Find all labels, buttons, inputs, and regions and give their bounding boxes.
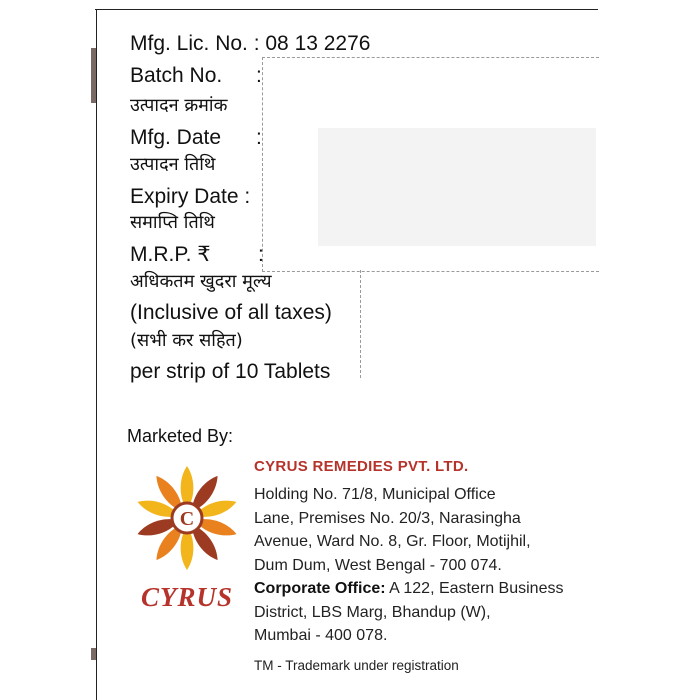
mrp-label-hindi: अधिकतम खुदरा मूल्य	[130, 271, 272, 292]
address-line: Mumbai - 400 078.	[254, 627, 388, 644]
trademark-note: TM - Trademark under registration	[254, 658, 459, 673]
left-edge-marker-bottom	[91, 648, 96, 660]
top-border	[95, 9, 598, 10]
expiry-date-label-hindi: समाप्ति तिथि	[130, 212, 215, 233]
corporate-office-address: A 122, Eastern Business	[385, 580, 564, 597]
logo-letter: C	[179, 508, 195, 530]
marketed-by-heading: Marketed By:	[127, 426, 234, 446]
inclusive-taxes: (Inclusive of all taxes)	[130, 301, 332, 324]
expiry-date-label: Expiry Date :	[130, 185, 251, 208]
mrp-colon: :	[258, 243, 264, 266]
inclusive-taxes-hindi: (सभी कर सहित)	[130, 330, 243, 351]
batch-no-label-hindi: उत्पादन क्रमांक	[130, 95, 228, 116]
batch-print-box	[262, 57, 599, 272]
mfg-date-label: Mfg. Date	[130, 126, 222, 149]
corporate-office-label: Corporate Office:	[254, 580, 386, 597]
address-line: Holding No. 71/8, Municipal Office	[254, 486, 496, 503]
mrp-print-box	[360, 270, 599, 378]
batch-colon: :	[256, 64, 262, 87]
mfg-date-label-hindi: उत्पादन तिथि	[130, 154, 216, 175]
company-name: CYRUS REMEDIES PVT. LTD.	[254, 458, 469, 475]
per-strip-text: per strip of 10 Tablets	[130, 360, 331, 383]
cyrus-logo	[127, 458, 247, 613]
mrp-label: M.R.P. ₹	[130, 243, 211, 266]
address-line: District, LBS Marg, Bhandup (W),	[254, 603, 491, 621]
address-line: Lane, Premises No. 20/3, Narasingha	[254, 509, 521, 527]
mfg-date-colon: :	[256, 126, 262, 149]
logo-wordmark: CYRUS	[140, 582, 234, 612]
address-line: Dum Dum, West Bengal - 700 074.	[254, 556, 502, 574]
company-address	[254, 483, 563, 648]
corporate-office-line	[254, 577, 563, 601]
left-border	[96, 10, 97, 700]
left-edge-marker	[91, 48, 96, 103]
mfg-license: Mfg. Lic. No. : 08 13 2276	[130, 32, 371, 55]
address-line: Avenue, Ward No. 8, Gr. Floor, Motijhil,	[254, 533, 531, 550]
batch-no-label: Batch No.	[130, 64, 223, 87]
